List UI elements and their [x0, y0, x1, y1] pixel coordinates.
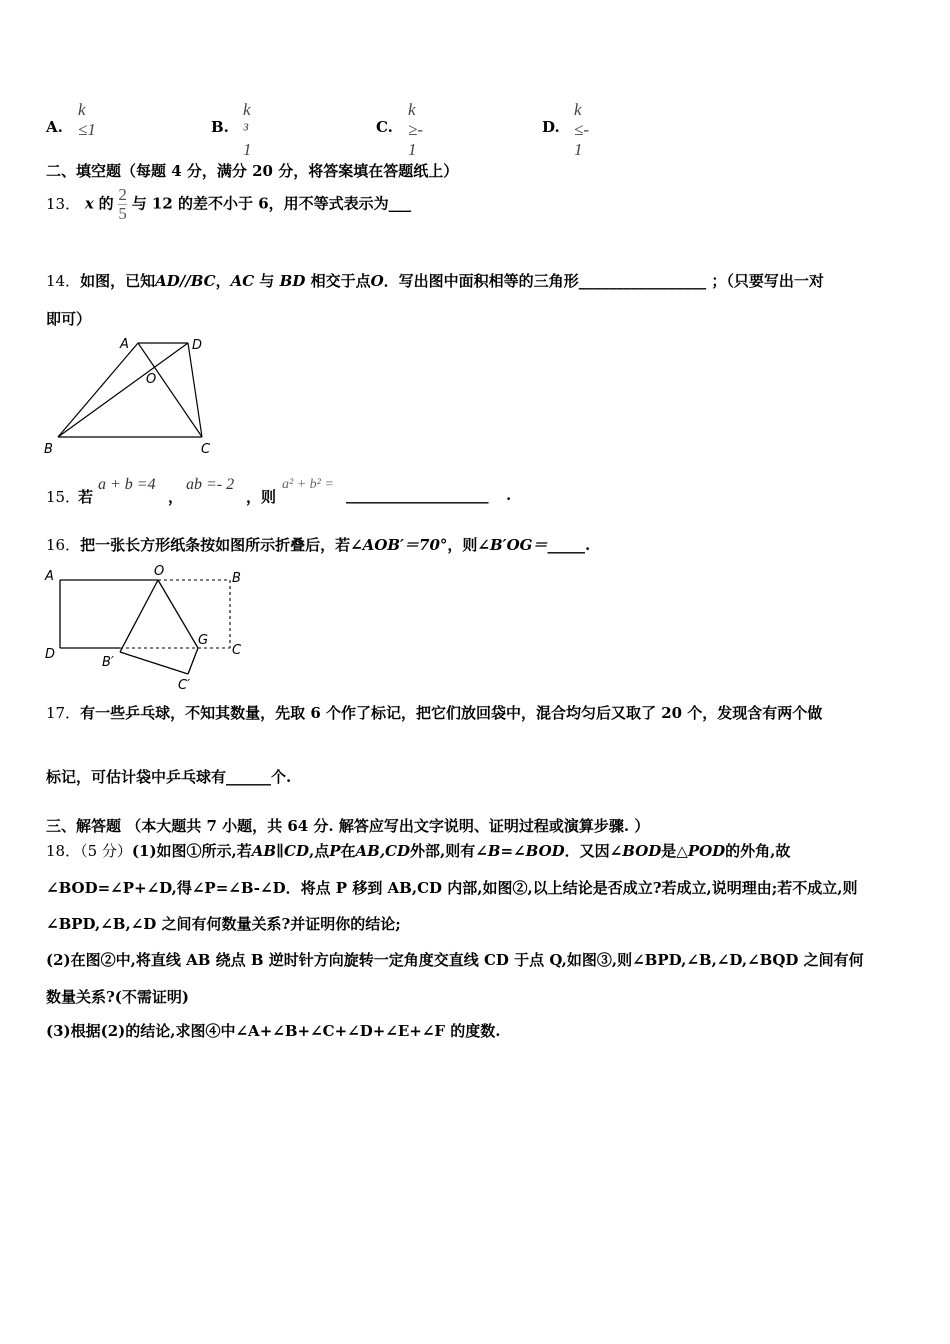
q14-label-b: B	[44, 442, 53, 457]
q14-part5: ．写出图中面积相等的三角形_________________ ；（只要写出一对	[383, 272, 824, 290]
option-a-expr: k ≤1	[78, 100, 96, 139]
edge-o-bprime	[120, 580, 158, 652]
q16-label-o: O	[154, 564, 165, 579]
q14-label-d: D	[192, 338, 203, 353]
q15-expr1: a + b =4	[98, 476, 156, 493]
q16-label-cprime: C′	[178, 678, 191, 693]
q16-label-d: D	[45, 647, 56, 662]
q18-l1f: AB,CD	[355, 842, 410, 860]
q16-label-bprime: B′	[102, 655, 114, 670]
q18-score: （5 分）	[80, 842, 132, 860]
q18-number: 18．	[46, 842, 81, 860]
q16-label-g: G	[198, 633, 209, 648]
q13-var: x	[84, 194, 94, 213]
option-b-label: B.	[211, 118, 229, 136]
q13-fraction	[118, 186, 127, 223]
q18-l1j: BOD	[622, 842, 662, 860]
edge-bprime-cprime	[120, 652, 188, 674]
q13-frac-num: 2	[118, 185, 127, 204]
q15-part1: 若	[78, 488, 94, 506]
option-b-expr: k ³ 1	[243, 100, 252, 159]
q18-l1i: ．又因∠	[564, 842, 623, 860]
question-16	[46, 534, 590, 555]
section3-title: 三、解答题 （本大题共 7 小题，共 64 分. 解答应写出文字说明、证明过程或演算步骤. ）	[46, 817, 650, 835]
q18-l1h: B=∠BOD	[487, 842, 565, 860]
q14-label-o: O	[146, 372, 157, 387]
q14-cond2: AC	[230, 272, 255, 290]
q15-blank: ___________________	[346, 486, 489, 504]
q18-l1m: 的外角,故	[725, 842, 791, 860]
option-a-label: A.	[46, 118, 63, 136]
q15-end: .	[506, 486, 512, 504]
segment-ab	[58, 343, 138, 437]
q16-angle2: ∠B′OG＝_____	[477, 536, 585, 554]
q18-l1e: 在	[340, 842, 356, 860]
q15-sep: ，	[168, 488, 184, 506]
q16-label-a: A	[45, 569, 54, 584]
q18-l1l: POD	[687, 842, 726, 860]
question-14	[46, 270, 824, 291]
segment-dc	[188, 343, 202, 437]
q15-number: 15．	[46, 488, 81, 506]
q14-cond4: O	[370, 272, 384, 290]
q18-l1g: 外部,则有∠	[410, 842, 488, 860]
q16-end: .	[585, 536, 591, 554]
q18-line2: ∠BOD=∠P+∠D,得∠P=∠B-∠D．将点 P 移到 AB,CD 内部,如图②,以上结论是否成立?若成立,说明理由;若不成立,则	[46, 879, 858, 897]
q13-number: 13．	[46, 194, 81, 213]
q13-part1: 的	[98, 194, 114, 213]
q15-part2: ，则	[246, 488, 277, 506]
q16-angle1: ∠AOB′＝70°	[350, 536, 448, 554]
q16-part2: ，则	[447, 536, 478, 554]
q16-label-b: B	[232, 571, 241, 586]
option-d-label: D.	[542, 118, 560, 136]
q14-label-c: C	[201, 442, 211, 457]
q17-line1: 有一些乒乓球，不知其数量，先取 6 个作了标记，把它们放回袋中，混合均匀后又取了 20 个，发现含有两个做	[80, 704, 823, 722]
q18-l1c: ,点	[308, 842, 330, 860]
q14-number: 14．	[46, 272, 81, 290]
edge-o-g	[158, 580, 198, 648]
q14-cond3: BD	[279, 272, 306, 290]
q18-line4: (2)在图②中,将直线 AB 绕点 B 逆时针方向旋转一定角度交直线 CD 于点 Q,如图③,则∠BPD,∠B,∠D,∠BQD 之间有何	[46, 951, 864, 969]
q14-figure	[40, 332, 220, 458]
question-15	[46, 474, 646, 506]
question-18-line1	[46, 840, 790, 861]
q16-figure	[40, 562, 260, 696]
q16-part1: 把一张长方形纸条按如图所示折叠后，若	[80, 536, 351, 554]
q18-line6: (3)根据(2)的结论,求图④中∠A+∠B+∠C+∠D+∠E+∠F 的度数.	[46, 1022, 501, 1040]
q16-number: 16．	[46, 536, 81, 554]
section2-title: 二、填空题（每题 4 分，满分 20 分，将答案填在答题纸上）	[46, 162, 459, 180]
q14-part2: ，	[215, 272, 231, 290]
q14-part4: 相交于点	[305, 272, 371, 290]
q18-line3: ∠BPD,∠B,∠D 之间有何数量关系?并证明你的结论;	[46, 915, 401, 933]
segment-ac	[138, 343, 202, 437]
q18-l1k: 是△	[661, 842, 688, 860]
q18-l1a: (1)如图①所示,若	[131, 842, 252, 860]
q18-l1b: AB∥CD	[251, 842, 309, 860]
option-d-expr: k ≤- 1	[574, 100, 589, 159]
edge-cprime-g	[188, 648, 198, 674]
q15-expr3: a² + b² =	[282, 477, 334, 492]
option-c-label: C.	[376, 118, 393, 136]
question-13	[46, 186, 411, 223]
segment-bd	[58, 343, 188, 437]
q14-label-a: A	[120, 337, 129, 352]
q17-line2: 标记，可估计袋中乒乓球有______个.	[46, 768, 292, 786]
q15-expr2: ab =- 2	[186, 476, 235, 493]
q18-line5: 数量关系?(不需证明)	[46, 988, 189, 1006]
q14-cond1: AD//BC	[155, 272, 216, 290]
q16-label-c: C	[232, 643, 242, 658]
q13-frac-den: 5	[118, 204, 127, 223]
q17-number: 17．	[46, 704, 81, 722]
option-c-expr: k ≥- 1	[408, 100, 423, 159]
q14-part1: 如图，已知	[80, 272, 156, 290]
q14-part3: 与	[254, 272, 280, 290]
q18-l1d: P	[329, 842, 341, 860]
q13-part2: 与 12 的差不小于 6，用不等式表示为___	[131, 194, 412, 213]
question-17	[46, 702, 822, 723]
q14-line2: 即可）	[46, 310, 92, 328]
